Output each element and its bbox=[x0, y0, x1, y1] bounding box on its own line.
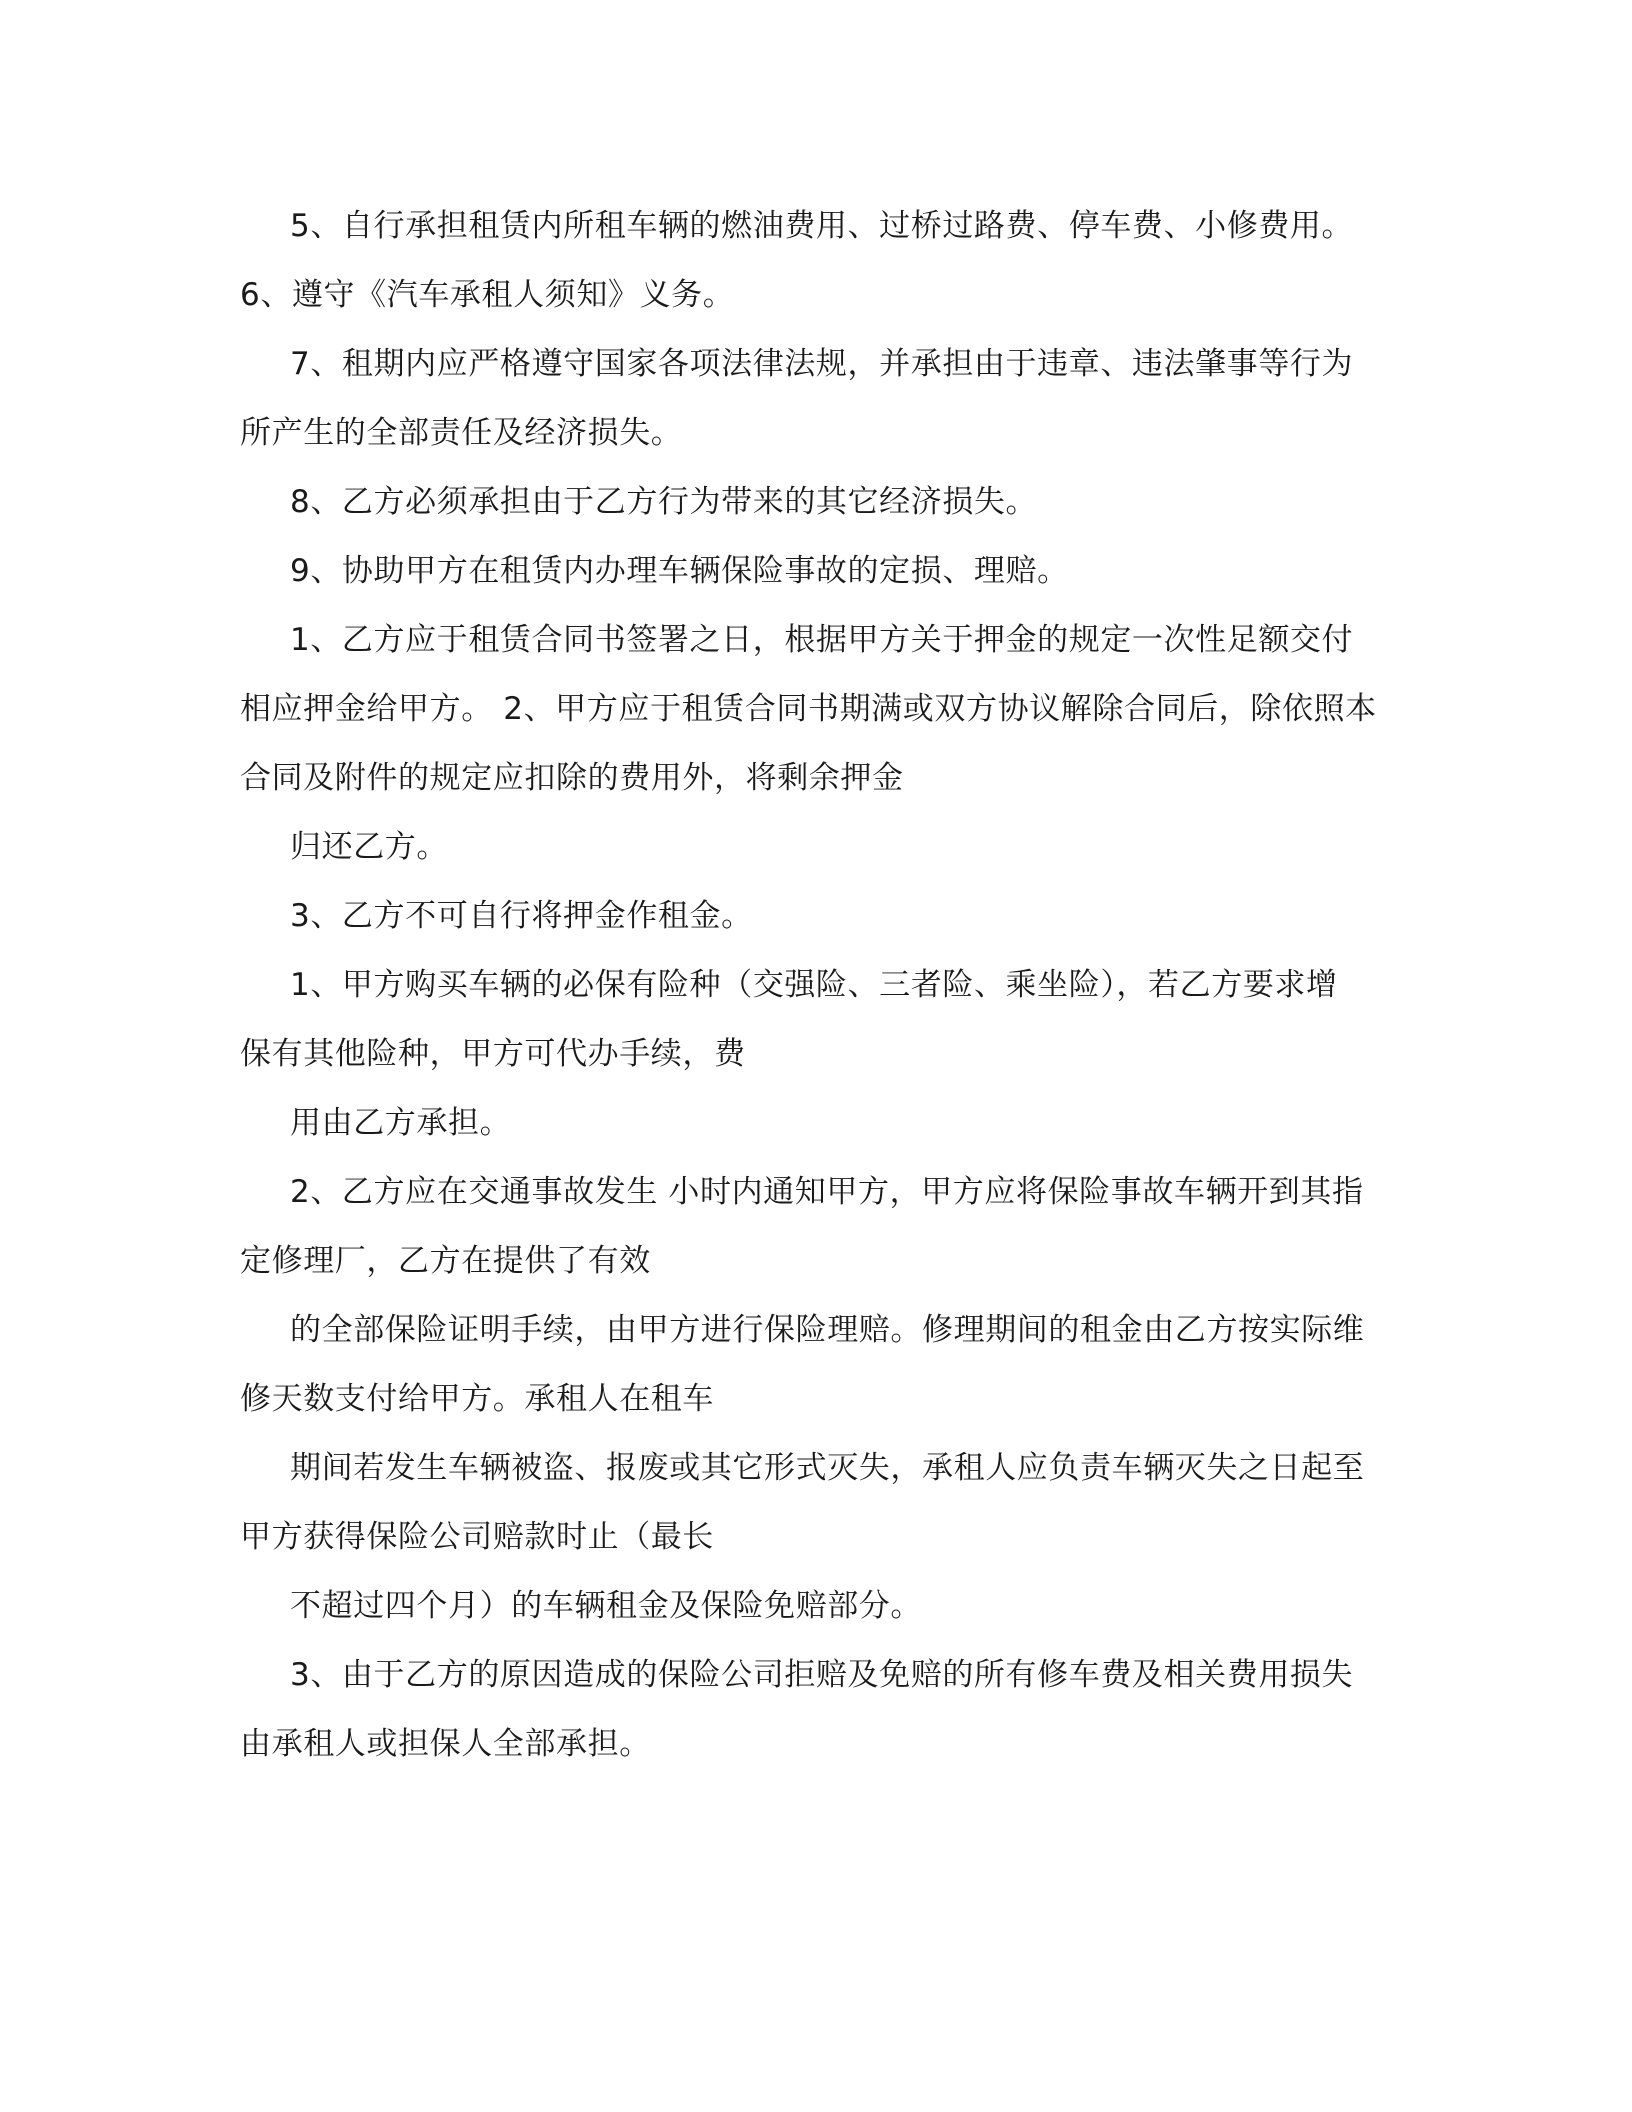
text-line: 的全部保险证明手续，由甲方进行保险理赔。修理期间的租金由乙方按实际维 bbox=[290, 1312, 1365, 1348]
text-line: 1、乙方应于租赁合同书签署之日，根据甲方关于押金的规定一次性足额交付 bbox=[290, 622, 1354, 658]
text-line: 保有其他险种，甲方可代办手续，费 bbox=[240, 1036, 746, 1072]
text-line: 不超过四个月）的车辆租金及保险免赔部分。 bbox=[290, 1588, 922, 1624]
text-line: 定修理厂，乙方在提供了有效 bbox=[240, 1243, 651, 1279]
text-line: 5、自行承担租赁内所租车辆的燃油费用、过桥过路费、停车费、小修费用。 bbox=[290, 208, 1354, 244]
text-line: 1、甲方购买车辆的必保有险种（交强险、三者险、乘坐险），若乙方要求增 bbox=[290, 967, 1338, 1003]
text-line: 所产生的全部责任及经济损失。 bbox=[240, 415, 683, 451]
text-line: 合同及附件的规定应扣除的费用外，将剩余押金 bbox=[240, 760, 904, 796]
text-line: 用由乙方承担。 bbox=[290, 1105, 512, 1141]
text-line: 3、由于乙方的原因造成的保险公司拒赔及免赔的所有修车费及相关费用损失 bbox=[290, 1657, 1354, 1693]
text-line: 相应押金给甲方。 2、甲方应于租赁合同书期满或双方协议解除合同后，除依照本 bbox=[240, 691, 1377, 727]
text-line: 修天数支付给甲方。承租人在租车 bbox=[240, 1381, 714, 1417]
text-line: 8、乙方必须承担由于乙方行为带来的其它经济损失。 bbox=[290, 484, 1038, 520]
text-line: 9、协助甲方在租赁内办理车辆保险事故的定损、理赔。 bbox=[290, 553, 1069, 589]
text-line: 6、遵守《汽车承租人须知》义务。 bbox=[240, 277, 735, 313]
text-line: 2、乙方应在交通事故发生 小时内通知甲方，甲方应将保险事故车辆开到其指 bbox=[290, 1174, 1364, 1210]
text-line: 甲方获得保险公司赔款时止（最长 bbox=[240, 1519, 714, 1555]
text-line: 7、租期内应严格遵守国家各项法律法规，并承担由于违章、违法肇事等行为 bbox=[290, 346, 1354, 382]
text-line: 期间若发生车辆被盗、报废或其它形式灭失，承租人应负责车辆灭失之日起至 bbox=[290, 1450, 1365, 1486]
text-line: 归还乙方。 bbox=[290, 829, 448, 865]
text-line: 3、乙方不可自行将押金作租金。 bbox=[290, 898, 753, 934]
text-line: 由承租人或担保人全部承担。 bbox=[240, 1726, 651, 1762]
